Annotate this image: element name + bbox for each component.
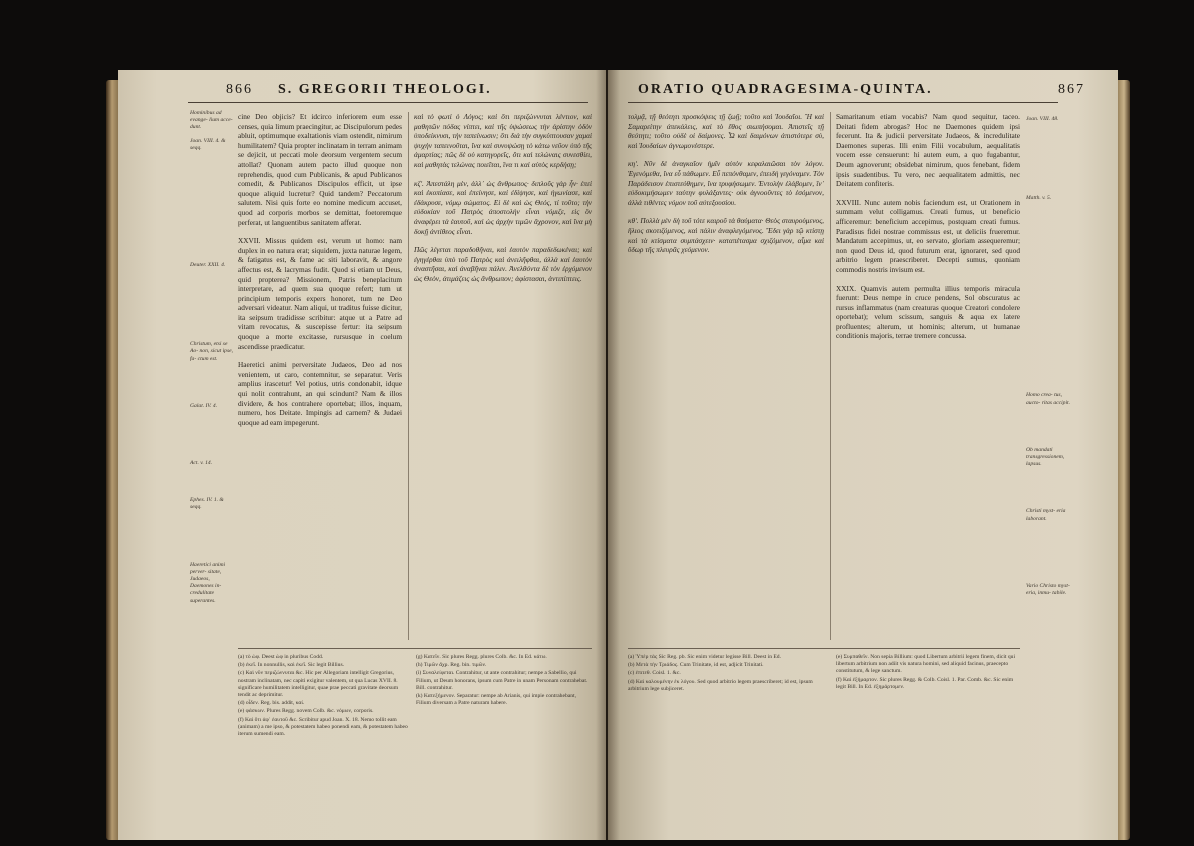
footnote: (d) οἶδεν. Reg. bis. addit, καί. [238, 700, 305, 707]
margin-note: Hominibus ad evange- lium acce- dunt. [190, 110, 233, 131]
margin-note: Haeretici animi perver- sitate, Judaeos, Daemones in- credulitate superantes. [190, 561, 226, 604]
open-book [118, 40, 1118, 840]
latin-paragraph: Samaritanum etiam vocabis? Nam quod sequitur, taceo. Deitati fidem abrogas? Hoc ne Daemones quidem ipsi fecerunt. Ita & judicii perversitate Judaeos, & incredulitate Daemones superas. Illi enim Filii vocabulum, aequalitatis vocem esse censuerunt: hi autem eum, a quo fugabantur, Deum agnoverunt; obsidebat nimirum, quos fenebant, fidem ipsis suadentibus. Tu vero, nec aequalitatem admittis, nec Deitatem confiteris. [836, 112, 1020, 189]
footnote-rule-right [628, 648, 1020, 649]
book-edge-left [106, 80, 118, 840]
footnote: (f) Καὶ ἐξήμαρτον. Sic plures Regg. & Colb. Coisl. 1. Par. Comb. &c. Sic enim legit Bill. In Ed. ἐξημάρτομεν. [836, 676, 1014, 690]
page-number-right: 867 [1058, 82, 1085, 97]
footnote: (c) ἐπιτεθ. Coisl. 1. &c. [628, 670, 681, 677]
margin-note: Matth. v. 5. [1026, 195, 1052, 202]
footnotes-right-b [836, 654, 1020, 824]
latin-paragraph: XXVIII. Nunc autem nobis faciendum est, ut Orationem in summam velut colligamus. Creati fumus, ut beneficio afficeremur: beneficium accepimus, postquam creati fumus. Paradisus fidei nostrae commissus est, ut deliciis frueremur. Mandatum accepimus, ut, eo servato, gloriam assequeremur; non quod Deus id, quod futurum erat, ignoraret, sed quod arbitrio legem praescriberet. Decepti sumus, quoniam commodis nostris invisum est. [836, 197, 1020, 274]
right-page [608, 70, 1118, 840]
footnote: (e) Συμπαθεῖν. Non sepia Billium: quod Libertum arbitrii legem finem, dicit qui libertum arbitrium non adiit vis natura homini, sed aliquid facinus, praecepto constitutum, & lege sanctum. [836, 654, 1016, 675]
margin-note: Act. v. 14. [190, 460, 213, 467]
footnote: (a) τὸ ὠφ. Deest ὠφ in pluribus Codd. [238, 654, 324, 660]
running-head-left: S. GREGORII THEOLOGI. [278, 82, 492, 97]
footnote: (k) Κατεξήμενον. Separatur: nempe ab Arianis, qui impie contrahebant, Filium diversam a Patre naturam habere. [416, 693, 576, 707]
latin-column-left [238, 112, 402, 640]
footnote: (e) φάσκων. Plures Regg. novem Colb. &c. νόμων, corporis. [238, 708, 374, 715]
footnote-rule-left [238, 648, 592, 649]
margin-note: Ob mandati transgressionem, lapsus. [1026, 446, 1065, 468]
book-gutter [596, 70, 620, 840]
footnotes-left-b [416, 654, 592, 824]
margin-notes-left [190, 110, 234, 605]
margin-note: Christi myst- eria laborant. [1026, 508, 1066, 522]
margin-note: Galat. IV. 4. [190, 402, 218, 409]
footnote: (b) ἐκεῖ. In nonnullis, καὶ ἐκεῖ. Sic legit Billius. [238, 662, 345, 669]
footnote: (b) Μετὰ τὴν Τριάδος. Cum Trinitate, id est, adjicit Trinitati. [628, 662, 764, 669]
greek-paragraph: καὶ τὸ φωτὶ ὁ Λόγος; καὶ ὅτι περιζώννυται λέντιον, καὶ μαθητῶν πόδας νίπτει, καὶ τῆς ὑψώσεως τὴν ἀρίστην ὁδὸν ὑποδείκνυσι, τὴν ταπείνωσιν; ὅτι διὰ τὴν συγκύπτουσαν χαμαὶ ψυχὴν ταπεινοῦται, ἵνα καὶ συνυψώσῃ τὸ κάτω νεῦον ὑπὸ τῆς ἁμαρτίας; πῶς δὲ οὐ κατηγορεῖς, ὅτι καὶ τελώναις συνεσθίει, καὶ μαθητὰς τελώνας ποιεῖται, ἵνα τι καὶ αὐτὸς κερδήσῃ; [414, 112, 592, 169]
column-divider [408, 112, 409, 640]
footnote: (g) Κατεῖν. Sic plures Regg. plures Colb. &c. In Ed. κάτω. [416, 654, 547, 660]
footnote: (i) Συναλείφεται. Contrahitur, ut ante contrahitur; nempe a Sabellio, qui Filium, ut Deum honorans, ipsum cum Patre in unam Personam contrahebat. Bill. contrahitur. [416, 670, 588, 691]
page-number-left: 866 [226, 82, 253, 97]
book-edge-right [1118, 80, 1130, 840]
latin-paragraph: XXIX. Quamvis autem permulta illius temporis miracula fuerunt: Deus nempe in cruce pendens, Sol obscuratus ac rursus inflammatus (nam creaturas quoque Creatori condolere oportebat); velum scissum, sanguis & aqua ex latere profluentes; alterum, ut hominis; alterum, ut humanae conditionis majoris, terrae tremere concussa. [836, 283, 1020, 341]
left-page [118, 70, 606, 840]
header-rule-left [188, 102, 588, 103]
margin-note: Christum, etsi se Ao- non, sicut ipse, fa- ctum est. [190, 341, 234, 362]
margin-note: Joan. VIII. 48. [1026, 116, 1059, 122]
margin-note: Homo crea- tus, aucto- ritas accipit. [1026, 392, 1070, 406]
greek-column-right [628, 112, 824, 640]
margin-note: Deuter. XXII. 4. [190, 262, 226, 269]
footnote: (c) Καὶ νῦν περιζώννυται &c. Hic per Allegoriam intelligit Gregorius, nostram inclinatam, nec capiti exigitur valentem, ut qua Lucas XVII. 8. significare humilitatem intelligitur, quae prae peccati gravitate deorsum tendit ac deprimitur. [238, 670, 399, 699]
footnote: (h) Τιμῶν ἄχρ. Reg. bin. τιμῶν. [416, 662, 487, 669]
margin-note: Ephes. IV. 1. & seqq. [190, 497, 224, 511]
latin-paragraph: Haeretici animi perversitate Judaeos, Deo ad nos venientem, ut caro, contemnitur, se separatur. Veris amplius irascetur! Vel potius, utris condonabit, idque qui nolit contrahunt, an qui scindunt? Nam & illos dividere, & hos contrahere oportebat; illos, inquam, numero, hos Deitate. Impingis ad carnem? & Judaei quoque ad eam impegerunt. [238, 360, 402, 427]
margin-note: Vario Christo myst- eria, inmu- tabile. [1026, 582, 1070, 597]
footnotes-left-a [238, 654, 410, 824]
greek-paragraph: τολμᾷ, τῇ θεότητι προσκόψεις τῇ ζωῇ; τοῦτο καὶ Ἰουδαῖοι. Ἢ καὶ Σαμαρείτην ἀπεκάλεις, καὶ τὸ ἔθος σιωπήσομαι. Ἀπιστεῖς τῇ θεότητι; τοῦτο οὐδὲ οἱ δαίμονες. Ὦ καὶ δαιμόνων ἀπιστότερε σὺ, καὶ Ἰουδαίων ἀγνωμονέστερε. [628, 112, 824, 150]
latin-paragraph: cine Deo objicis? Et idcirco inferiorem eum esse censes, quia limum praecingitur, ac Discipulorum pedes abluit, optimumque exaltationis viam ostendit, nimirum humilitatem? Quia propter inclinatam in terram animam se dejicit, ut peccati mole deorsum vergentem secum attollat? Quonam autem pacto illud quoque non reprehendis, quod cum Publicanis, & apud Publicanos comedit, & Publicanos Discipulos efficit, ut ipse quoque aliquid lucretur? Quid tandem? Peccatorum salutem. Nisi quis forte eo nomine medicum accuset, quod ad corporis morbos se demittat, foetoremque perferat, ut languentibus sanitatem afferat. [238, 112, 402, 227]
footnote: (f) Καὶ ὅτι ἀφ᾽ ἑαυτοῦ &c. Scribitur apud Joan. X. 18. Nemo tollit eam (animam) a me ipso, & potestatem habeo ponendi eam, & potestatem habeo iterum sumendi eam. [238, 716, 408, 738]
running-head-right: ORATIO QUADRAGESIMA-QUINTA. [638, 82, 933, 97]
header-rule-right [628, 102, 1058, 103]
greek-column-left [414, 112, 592, 640]
margin-notes-right [1026, 116, 1072, 597]
footnote: (d) Καὶ καλουμένην ἐκ λόγου. Sed quod arbitrio legem praescriberet; id est, ipsum arbitrium lege subjiceret. [628, 678, 813, 692]
greek-paragraph: κζʹ. Ἀπεστάλη μὲν, ἀλλ᾽ ὡς ἄνθρωπος· διπλοῦς γὰρ ἦν· ἐπεὶ καὶ ἐκοπίασε, καὶ ἐπείνησε, καὶ ἐδίψησε, καὶ ἠγωνίασε, καὶ ἐδάκρυσε, νόμῳ σώματος. Εἰ δὲ καὶ ὡς Θεός, τί τοῦτο; τὴν εὐδοκίαν τοῦ Πατρὸς ἀποστολὴν εἶναι νόμιζε, εἰς ὃν ἀναφέρει τὰ ἑαυτοῦ, καὶ ὡς ἀρχὴν τιμῶν ἄχρονον, καὶ ἵνα μὴ δοκῇ ἀντίθεος εἶναι. [414, 178, 592, 236]
footnote: (a) Ὑπὲρ τὰς Sic Reg. pb. Sic enim videtur legisse Bill. Deest in Ed. [628, 654, 781, 660]
margin-note: Joan. VIII. 4. & seqq. [190, 137, 226, 151]
greek-paragraph: κθʹ. Πολλὰ μὲν δὴ τοῦ τότε καιροῦ τὰ θαύματα· Θεὸς σταυρούμενος, ἥλιος σκοτιζόμενος, καὶ πάλιν ἀναφλεγόμενος. Ἔδει γὰρ τῷ κτίστῃ καὶ τὰ κτίσματα συμπάσχειν· καταπέτασμα σχιζόμενον, αἷμα καὶ ὕδωρ τῆς πλευρᾶς χεόμενον. [628, 216, 824, 255]
latin-column-right [836, 112, 1020, 640]
latin-paragraph: XXVII. Missus quidem est, verum ut homo: nam duplex in eo natura erat; siquidem, juxta naturae legem, & fatigatus est, & fame ac siti laboravit, & angore affectus est, & lacrymas fudit. Quod si etiam ut Deus, quid propterea? Missionem, Patris beneplacitum interpretare, ad quem sua quoque refert; tum ut principium temporis expers honoret, tum ne Deo adversari videatur. Nam aliqui, ut traditus fuisse dicitur, ita seipsum tradidisse scribitur: atque ut a Patre ad vitam revocatus, & suscepisse fertur: ita seipsum quoque a morte excitasse, rursusque in coelum ascendisse praedicatur. [238, 236, 402, 351]
greek-paragraph: Πῶς λέγεται παραδοθῆναι, καὶ ἑαυτὸν παραδεδωκέναι; καὶ ἐγηγέρθαι ὑπὸ τοῦ Πατρὸς καὶ ἀνειλῆφθαι, ἀλλὰ καὶ ἑαυτὸν ἀναστῆσαι, καὶ ἀναβῆναι πάλιν. Ἀνελθόντα δὲ τὸν ἐρχόμενον ὡς Θεὸν, ἀτιμάζεις ὡς ἄνθρωπον; ἀφίστασαι, ἀντιπίπτεις. [414, 245, 592, 283]
footnotes-right-a [628, 654, 824, 824]
column-divider [830, 112, 831, 640]
greek-paragraph: κηʹ. Νῦν δὲ ἀναγκαῖον ἡμῖν αὐτὸν κεφαλαιῶσαι τὸν λόγον. Ἐγενόμεθα, ἵνα εὖ πάθωμεν. Εὖ πεπόνθαμεν, ἐπειδὴ γεγόναμεν. Τὸν Παράδεισον ἐπιστεύθημεν, ἵνα τρυφήσωμεν. Ἐντολὴν ἐλάβομεν, ἵν᾽ εὐδοκιμήσωμεν ταύτην φυλάξαντες· οὐκ ἀγνοοῦντες τὸ ἐσόμενον, ἀλλὰ τιθέντες νόμον τοῦ αὐτεξουσίου. [628, 159, 824, 207]
